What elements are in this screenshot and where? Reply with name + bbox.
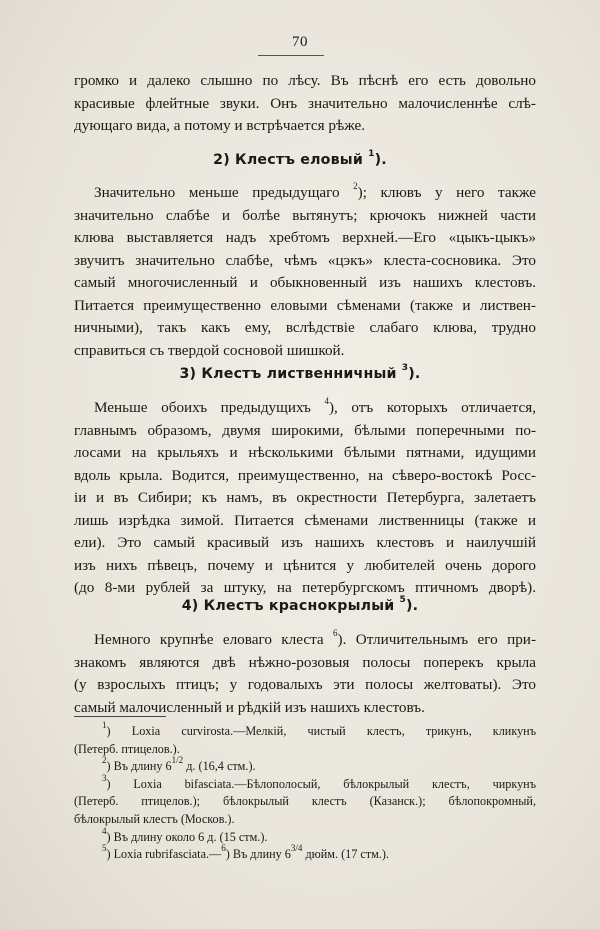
footnote-4	[74, 825, 536, 847]
footnote-ref: 4	[324, 395, 329, 406]
heading-end: ).	[374, 152, 387, 168]
fraction: 3/4	[290, 843, 303, 854]
fraction: 1/2	[171, 755, 184, 766]
page-number-rule	[258, 55, 324, 56]
footnote-3	[74, 772, 536, 794]
text-fragment: ), отъ которыхъ отличается,	[328, 399, 537, 416]
footnote-marker: 2	[102, 755, 107, 766]
text-line: (у взрослыхъ птицъ; у годовалыхъ эти полосы желтоваты). Это	[74, 676, 536, 693]
text-line: дующаго вида, а потому и встрѣчается рѣже.	[74, 117, 366, 134]
text-line: ели). Это самый красивый изъ нашихъ клестовъ и наилучшій	[74, 534, 536, 551]
text-line: ничными), такъ какъ ему, вслѣдствіе слабаго клюва, трудно	[74, 319, 536, 336]
footnote-marker: 5	[102, 843, 107, 854]
heading-end: ).	[405, 598, 419, 614]
section-3-paragraph	[74, 397, 536, 600]
footnote-text: дюйм. (17 стм.).	[302, 847, 389, 862]
footnote-marker: 3	[102, 772, 107, 783]
text-line: самый многочисленный и обыкновенный изъ нашихъ клестовъ.	[74, 274, 536, 291]
text-line: звучитъ значительно слабѣе, чѣмъ «цэкъ» клеста-сосновика. Это	[74, 251, 536, 269]
text-line: (до 8-ми рублей за штуку, на петербургскомъ птичномъ дворѣ).	[74, 579, 536, 596]
footnote-text: д. (16,4 стм.).	[183, 759, 256, 774]
footnote-marker: 6	[221, 843, 226, 854]
page-number: 70	[292, 34, 308, 50]
footnote-text: ) Loxia curvirosta.—Мелкій, чистый клестъ, трикунъ, кликунъ	[106, 724, 536, 738]
footnote-text: ) Въ длину около 6 д. (15 стм.).	[106, 829, 268, 844]
footnote-ref: 6	[333, 627, 338, 638]
text-fragment: Значительно меньше предыдущаго	[94, 184, 340, 201]
text-line: самый малочисленный и рѣдкій изъ нашихъ клестовъ.	[74, 698, 425, 716]
footnote-text: ) Loxia rubrifasciata.—	[106, 847, 222, 862]
footnote-marker: 1	[102, 719, 107, 730]
text-fragment: ); клювъ у него также	[357, 184, 536, 201]
text-line: главнымъ образомъ, двумя широкими, бѣлыми поперечными по-	[74, 421, 536, 439]
heading-end: ).	[408, 366, 421, 382]
footnote-separator	[74, 716, 166, 717]
heading-text: 4) Клестъ краснокрылый	[181, 598, 395, 614]
text-fragment: Меньше обоихъ предыдущихъ	[94, 399, 311, 416]
text-line: клюва выставляется надъ хребтомъ верхней.—Его «цыкъ-цыкъ»	[74, 229, 536, 246]
footnote-ref: 3	[401, 363, 409, 374]
footnote-2	[74, 755, 536, 776]
footnote-1	[74, 719, 536, 741]
text-line: лосами на крыльяхъ и нѣсколькими бѣлыми пятнами, идущими	[74, 444, 536, 461]
section-4-paragraph	[74, 629, 536, 719]
text-line: красивые флейтные звуки. Онъ значительно малочисленнѣе слѣ-	[74, 94, 536, 112]
text-line: справиться съ твердой сосновой шишкой.	[74, 341, 345, 359]
footnote-ref: 5	[399, 595, 406, 606]
text-line: іи и въ Сибири; къ намъ, въ окрестности Петербурга, залетаетъ	[74, 489, 536, 506]
section-heading-3	[0, 363, 600, 382]
text-fragment: Немного крупнѣе еловаго клеста	[94, 631, 324, 648]
text-line: громко и далеко слышно по лѣсу. Въ пѣснѣ его есть довольно	[74, 72, 536, 89]
text-line	[74, 182, 536, 205]
text-line	[74, 629, 536, 652]
footnote-marker: 4	[102, 825, 107, 836]
footnote-1-cont: (Петерб. птицелов.).	[74, 741, 180, 756]
footnote-text: ) Въ длину 6	[225, 847, 291, 862]
heading-text: 2) Клестъ еловый	[213, 152, 363, 168]
footnotes	[74, 719, 536, 864]
footnote-ref: 2	[353, 180, 358, 191]
text-line	[74, 397, 536, 420]
footnote-3-cont: бѣлокрылый клестъ (Москов.).	[74, 811, 235, 826]
heading-text: 3) Клестъ лиственничный	[179, 366, 397, 382]
text-fragment: ). Отличительнымъ его при-	[337, 631, 536, 648]
section-2-paragraph	[74, 182, 536, 362]
footnote-ref: 1	[368, 149, 375, 160]
section-heading-2	[0, 149, 600, 168]
footnote-text: ) Loxia bifasciata.—Бѣлополосый, бѣлокрылый клестъ, чиркунъ	[106, 776, 536, 791]
text-line: Питается преимущественно еловыми сѣменами (также и листвен-	[74, 296, 536, 314]
text-line: вдоль крыла. Водится, преимущественно, на сѣверо-востокѣ Росс-	[74, 466, 536, 484]
intro-paragraph	[74, 70, 536, 138]
section-heading-4	[0, 595, 600, 614]
footnote-3-cont: (Петерб. птицелов.); бѣлокрылый клестъ (Казанск.); бѣлопокромный,	[74, 794, 536, 809]
text-line: лишь изрѣдка зимой. Питается сѣменами лиственницы (также и	[74, 511, 536, 529]
text-line: знакомъ являются двѣ нѣжно-розовыя полосы поперекъ крыла	[74, 653, 536, 671]
text-line: изъ нихъ пѣвецъ, почему и цѣнится у любителей очень дорого	[74, 556, 536, 574]
footnote-5-6	[74, 843, 536, 864]
footnote-text: ) Въ длину 6	[106, 759, 172, 774]
text-line: значительно слабѣе и болѣе вытянутъ; крючокъ нижней части	[74, 206, 536, 224]
